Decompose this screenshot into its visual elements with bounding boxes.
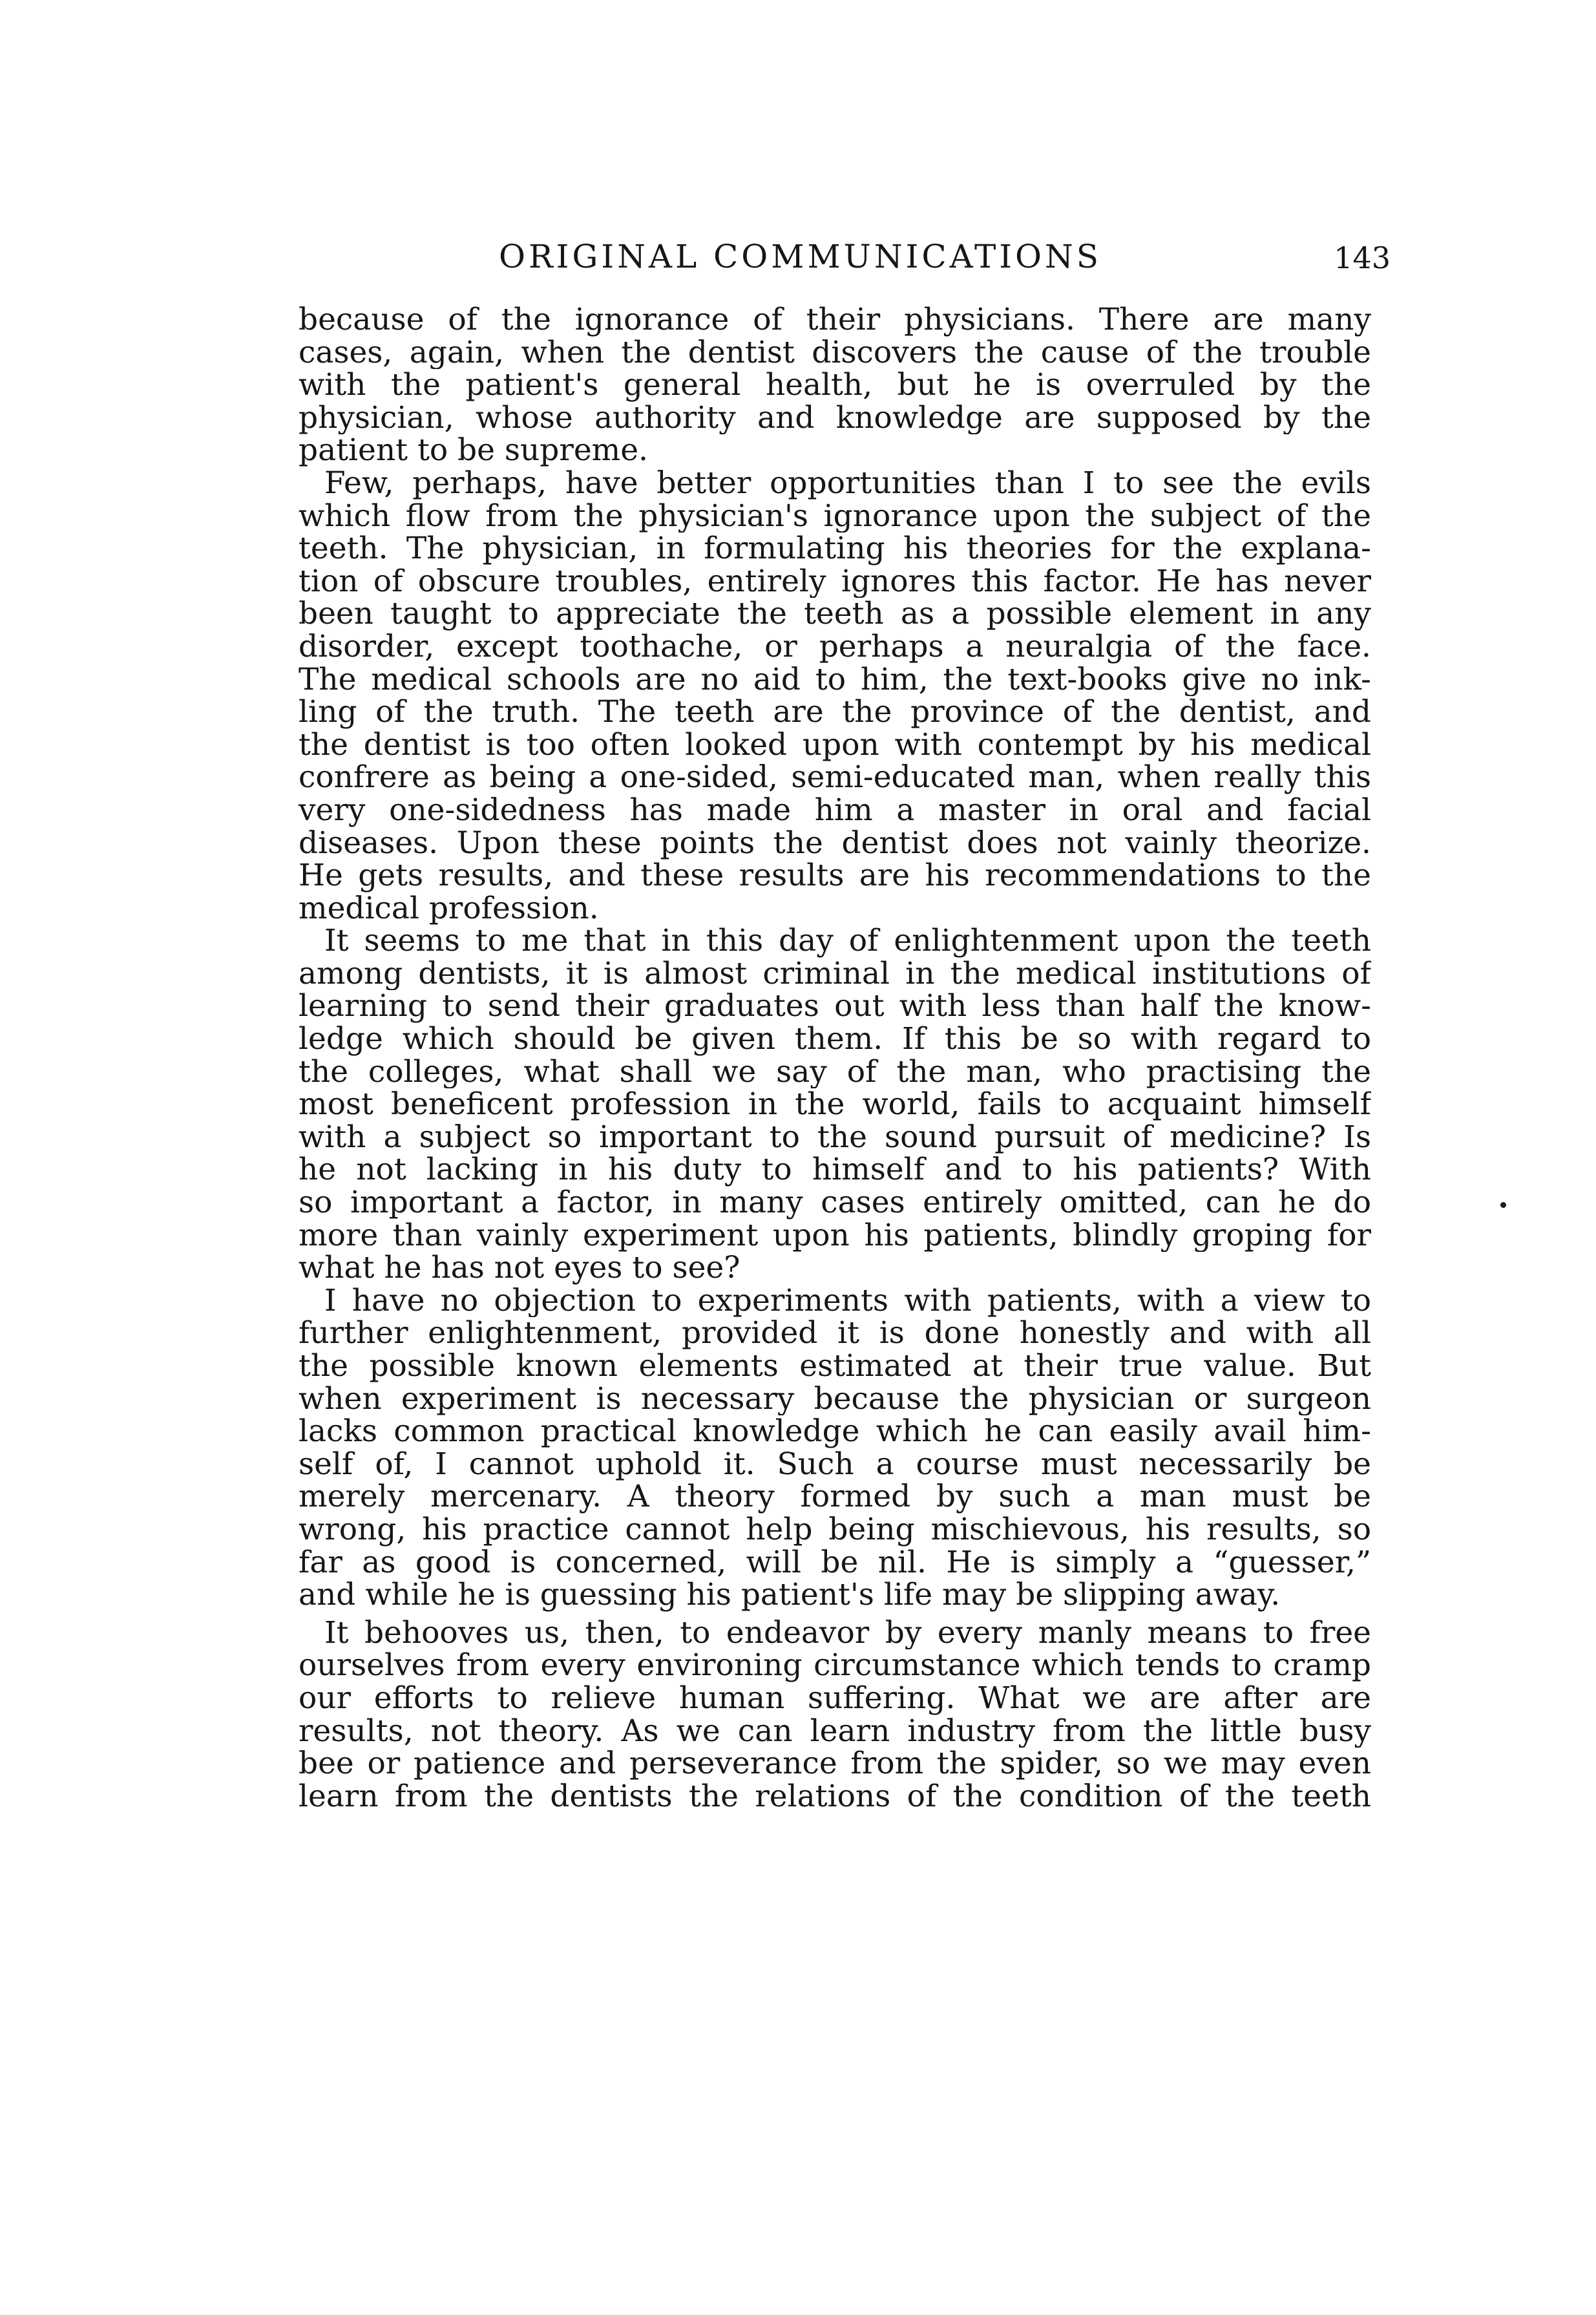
- text-line: which flow from the physician's ignorance upon the subject of the: [299, 500, 1371, 533]
- text-line: the colleges, what shall we say of the man, who practising the: [299, 1055, 1371, 1089]
- text-line: teeth. The physician, in formulating his theories for the explana-: [299, 533, 1371, 566]
- text-line: I have no objection to experiments with patients, with a view to: [324, 1284, 1371, 1318]
- text-line: Few, perhaps, have better opportunities than I to see the evils: [324, 467, 1371, 500]
- text-line: the dentist is too often looked upon with contempt by his medical: [299, 728, 1371, 762]
- paragraph: [299, 925, 1371, 1285]
- running-head: [499, 238, 1391, 283]
- text-line: learn from the dentists the relations of the condition of the teeth: [299, 1780, 1371, 1813]
- text-line: lacks common practical knowledge which he can easily avail him-: [299, 1415, 1371, 1448]
- text-line: most beneficent profession in the world, fails to acquaint himself: [299, 1088, 1371, 1121]
- text-line: learning to send their graduates out with less than half the know-: [299, 990, 1371, 1024]
- paragraph: [299, 1617, 1371, 1813]
- text-line: tion of obscure troubles, entirely ignores this factor. He has never: [299, 565, 1371, 598]
- text-line: with the patient's general health, but he is overruled by the: [299, 369, 1371, 402]
- paragraph: [299, 304, 1371, 467]
- text-line: far as good is concerned, will be nil. He is simply a “guesser,”: [299, 1546, 1371, 1580]
- body-text: [299, 304, 1371, 1813]
- scan-speck: [1500, 1202, 1506, 1208]
- running-title: ORIGINAL COMMUNICATIONS: [499, 238, 1102, 275]
- text-line: physician, whose authority and knowledge are supposed by the: [299, 401, 1371, 435]
- text-line: and while he is guessing his patient's life may be slipping away.: [299, 1579, 1281, 1612]
- text-line: self of, I cannot uphold it. Such a course must necessarily be: [299, 1448, 1371, 1481]
- text-line: cases, again, when the dentist discovers the cause of the trouble: [299, 336, 1371, 370]
- text-line: merely mercenary. A theory formed by such a man must be: [299, 1481, 1371, 1514]
- text-line: further enlightenment, provided it is done honestly and with all: [299, 1317, 1371, 1350]
- text-line: wrong, his practice cannot help being mischievous, his results, so: [299, 1513, 1371, 1547]
- text-line: diseases. Upon these points the dentist does not vainly theorize.: [299, 827, 1371, 860]
- text-line: ourselves from every environing circumstance which tends to cramp: [299, 1649, 1371, 1682]
- text-line: what he has not eyes to see?: [299, 1252, 740, 1285]
- text-line: when experiment is necessary because the physician or surgeon: [299, 1382, 1371, 1416]
- paragraph-gap: [299, 1612, 1371, 1617]
- paragraph: [299, 467, 1371, 925]
- text-line: among dentists, it is almost criminal in the medical institutions of: [299, 957, 1371, 991]
- text-line: because of the ignorance of their physicians. There are many: [299, 304, 1371, 337]
- text-line: been taught to appreciate the teeth as a possible element in any: [299, 598, 1371, 631]
- text-line: disorder, except toothache, or perhaps a neuralgia of the face.: [299, 630, 1371, 664]
- text-line: confrere as being a one-sided, semi-educated man, when really this: [299, 761, 1371, 794]
- text-line: The medical schools are no aid to him, the text-books give no ink-: [299, 663, 1371, 697]
- text-line: the possible known elements estimated at their true value. But: [299, 1350, 1371, 1383]
- text-line: patient to be supreme.: [299, 434, 648, 467]
- text-line: he not lacking in his duty to himself and to his patients? With: [299, 1154, 1371, 1187]
- paragraph: [299, 1285, 1371, 1612]
- text-line: bee or patience and perseverance from the spider, so we may even: [299, 1748, 1371, 1781]
- text-line: our efforts to relieve human suffering. What we are after are: [299, 1682, 1371, 1715]
- text-line: It behooves us, then, to endeavor by every manly means to free: [324, 1616, 1371, 1650]
- text-line: so important a factor, in many cases entirely omitted, can he do: [299, 1187, 1371, 1220]
- text-line: He gets results, and these results are his recommendations to the: [299, 860, 1371, 893]
- text-line: It seems to me that in this day of enlightenment upon the teeth: [324, 925, 1371, 958]
- text-line: with a subject so important to the sound pursuit of medicine? Is: [299, 1121, 1371, 1154]
- text-line: ledge which should be given them. If this be so with regard to: [299, 1023, 1371, 1056]
- text-line: medical profession.: [299, 892, 599, 925]
- page-number: 143: [1334, 240, 1391, 275]
- text-line: results, not theory. As we can learn industry from the little busy: [299, 1715, 1371, 1748]
- text-line: more than vainly experiment upon his patients, blindly groping for: [299, 1219, 1371, 1253]
- text-line: ling of the truth. The teeth are the province of the dentist, and: [299, 696, 1371, 729]
- text-line: very one-sidedness has made him a master in oral and facial: [299, 794, 1371, 827]
